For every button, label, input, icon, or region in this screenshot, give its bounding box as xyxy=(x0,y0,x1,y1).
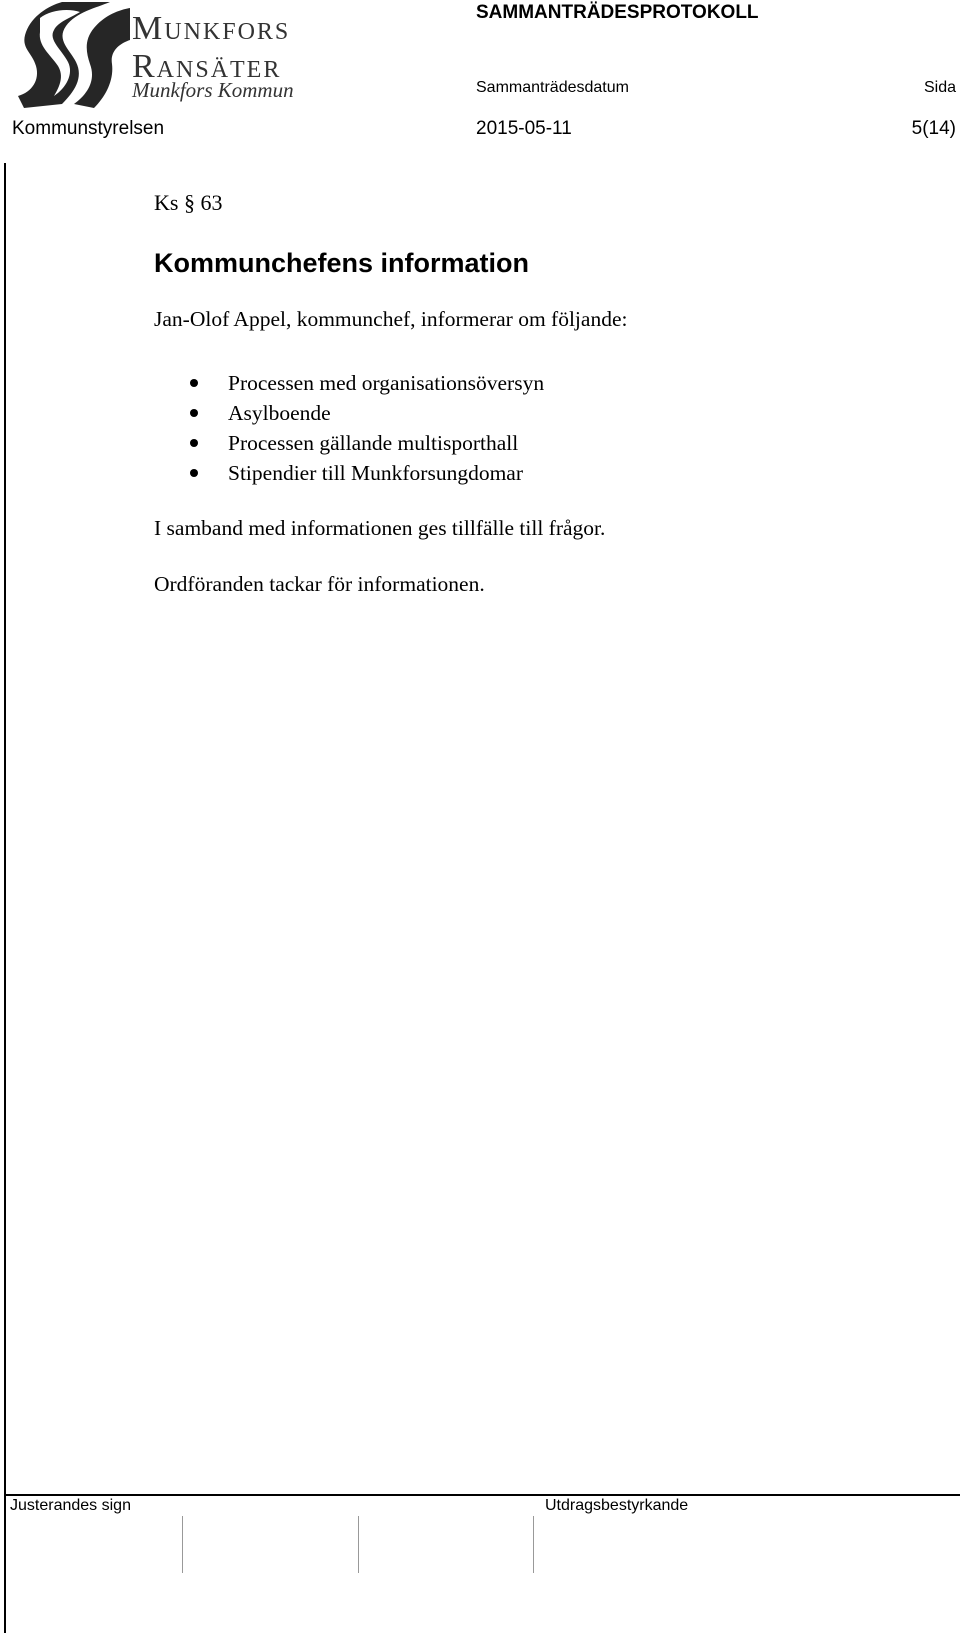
municipality-logo xyxy=(14,0,304,110)
section-title: Kommunchefens information xyxy=(154,248,530,278)
meeting-date-label: Sammanträdesdatum xyxy=(476,79,629,96)
intro-paragraph: Jan-Olof Appel, kommunchef, informerar om följande: xyxy=(154,307,628,331)
questions-paragraph: I samband med informationen ges tillfälle till frågor. xyxy=(154,516,606,540)
list-item: Asylboende xyxy=(190,398,544,428)
list-item: Processen med organisationsöversyn xyxy=(190,368,544,398)
logo-wordmark-line2: Ransäter xyxy=(132,48,282,85)
closing-paragraph: Ordföranden tackar för informationen. xyxy=(154,572,485,596)
certification-label: Utdragsbestyrkande xyxy=(545,1497,689,1514)
logo-subtitle: Munkfors Kommun xyxy=(132,78,294,102)
info-items-list xyxy=(190,368,544,488)
body-name: Kommunstyrelsen xyxy=(12,118,165,139)
page-label: Sida xyxy=(923,79,956,96)
page-number: 5(14) xyxy=(911,118,956,139)
signature-box-divider xyxy=(358,1516,359,1573)
bullet-icon xyxy=(190,439,198,447)
meeting-date: 2015-05-11 xyxy=(476,118,572,139)
section-id: Ks § 63 xyxy=(154,190,223,215)
list-item: Stipendier till Munkforsungdomar xyxy=(190,458,544,488)
list-item: Processen gällande multisporthall xyxy=(190,428,544,458)
page-frame-left xyxy=(4,163,6,1633)
bullet-icon xyxy=(190,409,198,417)
river-emblem-icon xyxy=(14,0,134,110)
logo-wordmark-line1: Munkfors xyxy=(132,10,291,47)
bullet-icon xyxy=(190,469,198,477)
signature-box-divider xyxy=(182,1516,183,1573)
signature-box-divider xyxy=(533,1516,534,1573)
bullet-icon xyxy=(190,379,198,387)
document-type: SAMMANTRÄDESPROTOKOLL xyxy=(476,2,759,23)
adjuster-signature-label: Justerandes sign xyxy=(10,1497,131,1514)
footer-divider xyxy=(4,1494,960,1496)
